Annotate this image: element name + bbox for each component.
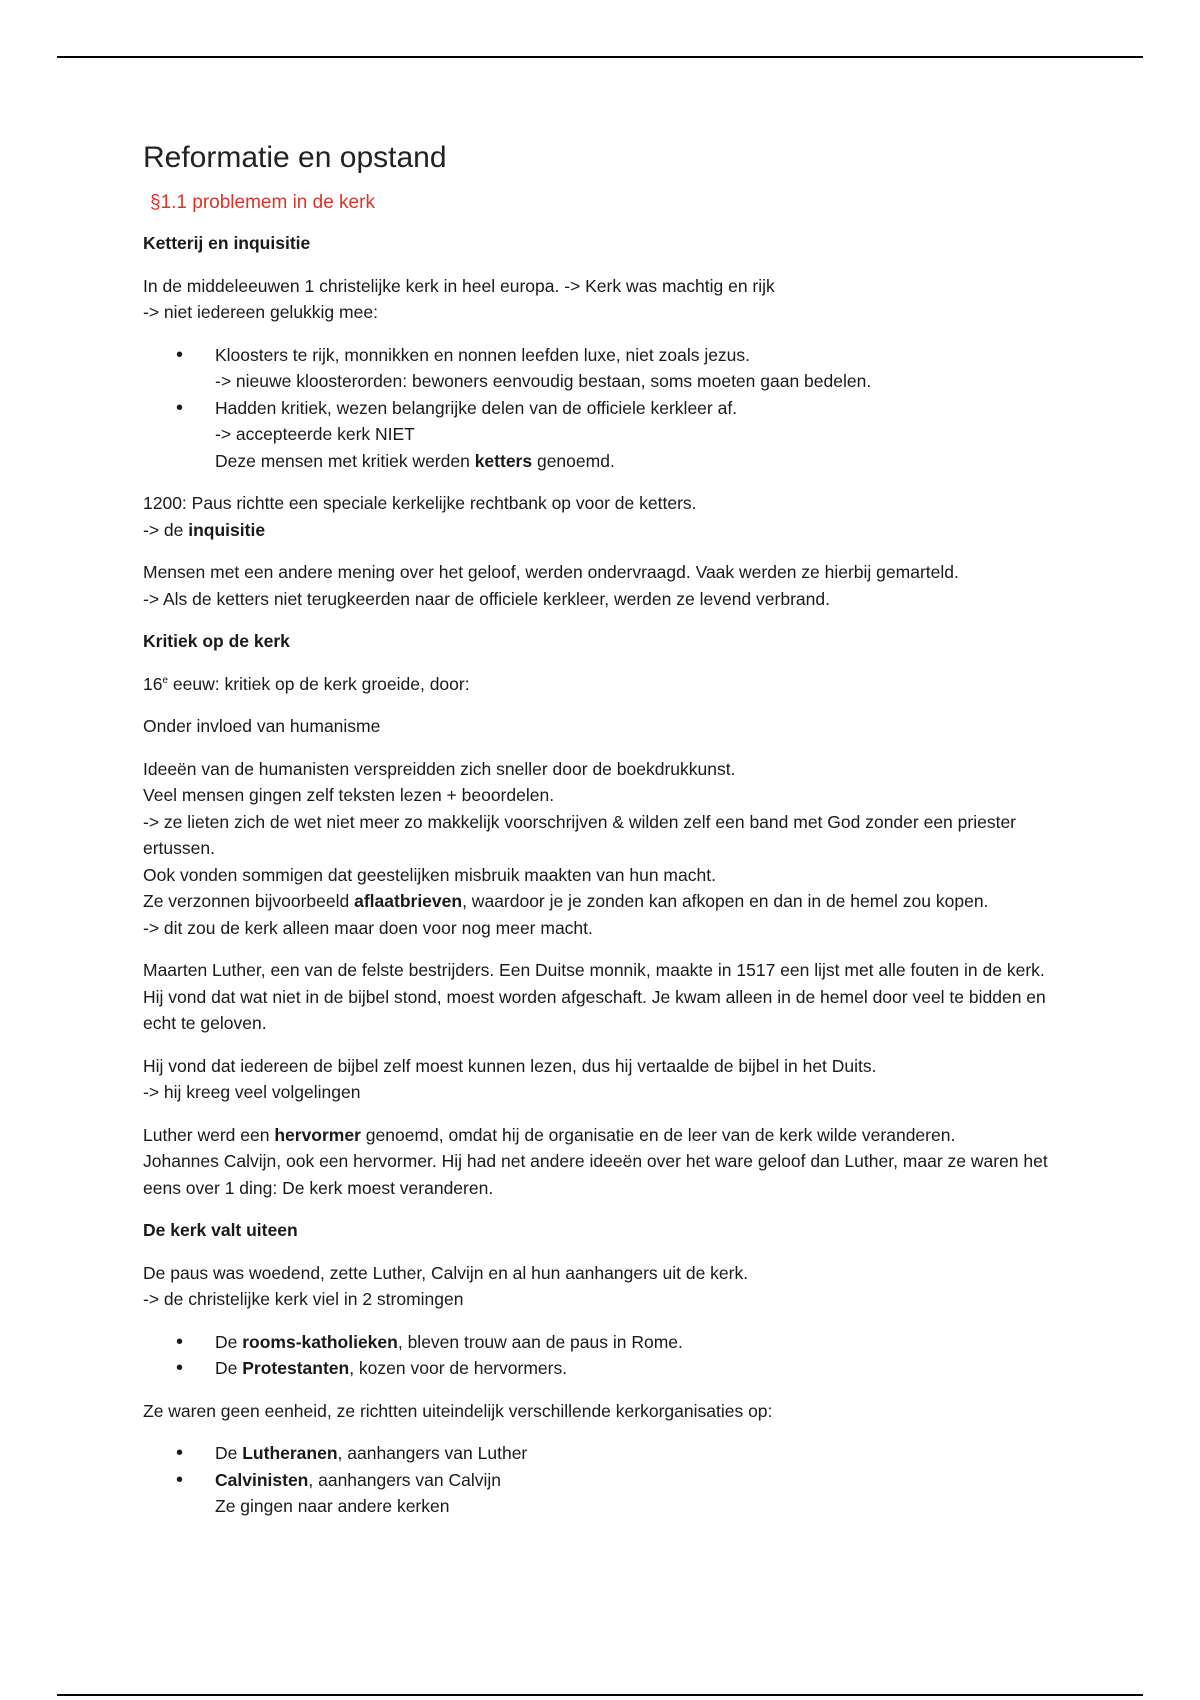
paragraph: Ideeën van de humanisten verspreidden zich sneller door de boekdrukkunst. Veel mensen gingen zelf teksten lezen + beoordelen. -> ze lieten zich de wet niet meer zo makkelijk voorschrijven & wilden zelf een band met God zonder een priester ertussen. Ook vonden sommigen dat geestelijken misbruik maakten van hun macht. Ze verzonnen bijvoorbeeld aflaatbrieven, waardoor je je zonden kan afkopen en dan in de hemel zou kopen. -> dit zou de kerk alleen maar doen voor nog meer macht. [143, 758, 1017, 938]
paragraph: Onder invloed van humanisme [143, 716, 381, 736]
document-title: Reformatie en opstand [143, 141, 447, 174]
list-item: • Calvinisten, aanhangers van Calvijn Ze gingen naar andere kerken [143, 1467, 1063, 1520]
paragraph: De paus was woedend, zette Luther, Calvijn en al hun aanhangers uit de kerk. -> de christelijke kerk viel in 2 stromingen [143, 1262, 749, 1309]
bullet-list [143, 1329, 1063, 1382]
list-item: • De Lutheranen, aanhangers van Luther [143, 1440, 1063, 1467]
list-item: • Kloosters te rijk, monnikken en nonnen leefden luxe, niet zoals jezus. -> nieuwe kloosterorden: bewoners eenvoudig bestaan, soms moeten gaan bedelen. [143, 342, 1063, 395]
footer-rule [57, 1694, 1143, 1696]
paragraph: Hij vond dat iedereen de bijbel zelf moest kunnen lezen, dus hij vertaalde de bijbel in het Duits. -> hij kreeg veel volgelingen [143, 1055, 877, 1102]
paragraph: 1200: Paus richtte een speciale kerkelijke rechtbank op voor de ketters. -> de inquisitie [143, 493, 697, 540]
list-item: • De rooms-katholieken, bleven trouw aan de paus in Rome. [143, 1329, 1063, 1356]
list-item: • Hadden kritiek, wezen belangrijke delen van de officiele kerkleer af. -> accepteerde kerk NIET Deze mensen met kritiek werden ketters genoemd. [143, 395, 1063, 475]
subheading-kerk-valt-uiteen: De kerk valt uiteen [143, 1220, 298, 1240]
subheading-kritiek: Kritiek op de kerk [143, 631, 290, 651]
document-body [143, 140, 1063, 1536]
paragraph: Maarten Luther, een van de felste bestrijders. Een Duitse monnik, maakte in 1517 een lijst met alle fouten in de kerk. Hij vond dat wat niet in de bijbel stond, moest worden afgeschaft. Je kwam alleen in de hemel door veel te bidden en echt te geloven. [143, 960, 1046, 1033]
bullet-list [143, 1440, 1063, 1520]
paragraph: In de middeleeuwen 1 christelijke kerk in heel europa. -> Kerk was machtig en rijk -> niet iedereen gelukkig mee: [143, 275, 775, 322]
section-heading: §1.1 problemem in de kerk [150, 192, 375, 213]
subheading-ketterij: Ketterij en inquisitie [143, 233, 311, 253]
bullet-list [143, 342, 1063, 475]
header-rule [57, 56, 1143, 58]
paragraph: Mensen met een andere mening over het geloof, werden ondervraagd. Vaak werden ze hierbij gemarteld. -> Als de ketters niet terugkeerden naar de officiele kerkleer, werden ze levend verbrand. [143, 562, 959, 609]
paragraph: 16e eeuw: kritiek op de kerk groeide, door: [143, 673, 470, 694]
list-item: • De Protestanten, kozen voor de hervormers. [143, 1355, 1063, 1382]
paragraph: Ze waren geen eenheid, ze richtten uiteindelijk verschillende kerkorganisaties op: [143, 1400, 773, 1421]
paragraph: Luther werd een hervormer genoemd, omdat hij de organisatie en de leer van de kerk wilde veranderen. Johannes Calvijn, ook een hervormer. Hij had net andere ideeën over het ware geloof dan Luther, maar ze waren het eens over 1 ding: De kerk moest veranderen. [143, 1124, 1048, 1198]
